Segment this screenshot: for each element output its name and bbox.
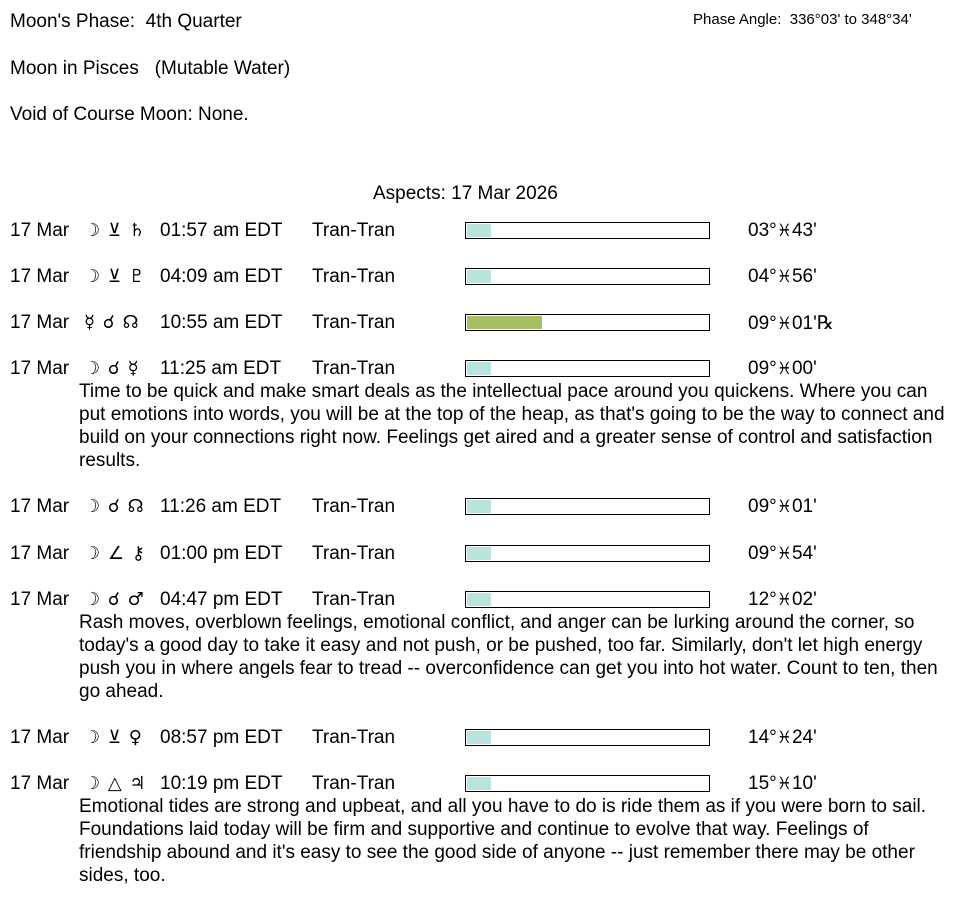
- position-degree: 09°: [748, 543, 777, 564]
- aspect-kind: Tran-Tran: [312, 727, 396, 748]
- position-minute: 10': [791, 773, 817, 794]
- position-minute: 01': [791, 313, 817, 334]
- aspect-glyphs: ☽ ⊻ ♀: [84, 727, 143, 748]
- strength-fill: [467, 362, 491, 375]
- strength-bar: [465, 268, 710, 285]
- aspect-time: 10:19 pm EDT: [160, 773, 283, 794]
- strength-fill: [467, 500, 491, 513]
- aspect-position: [748, 358, 817, 380]
- pisces-icon: ♓: [776, 497, 792, 517]
- aspect-time: 04:47 pm EDT: [160, 589, 283, 610]
- aspect-date: 17 Mar: [10, 220, 70, 241]
- aspect-time: 10:55 am EDT: [160, 312, 283, 333]
- strength-bar: [465, 775, 710, 792]
- aspect-position: [748, 773, 817, 795]
- position-minute: 56': [791, 266, 817, 287]
- strength-bar: [465, 498, 710, 515]
- aspect-glyphs: ☽ ☌ ☿: [84, 358, 140, 379]
- pisces-icon: ♓: [776, 728, 792, 748]
- strength-fill: [467, 777, 491, 790]
- aspect-kind: Tran-Tran: [312, 773, 396, 794]
- position-degree: 03°: [748, 220, 777, 241]
- aspect-kind: Tran-Tran: [312, 312, 396, 333]
- void-of-course: Void of Course Moon: None.: [10, 104, 249, 125]
- position-degree: 09°: [748, 358, 777, 379]
- aspect-row: [0, 266, 968, 290]
- pisces-icon: ♓: [776, 774, 792, 794]
- strength-bar: [465, 222, 710, 239]
- aspect-time: 11:26 am EDT: [160, 496, 282, 517]
- aspect-date: 17 Mar: [10, 358, 70, 379]
- pisces-icon: ♓: [776, 590, 792, 610]
- position-degree: 12°: [748, 589, 777, 610]
- aspect-time: 04:09 am EDT: [160, 266, 283, 287]
- aspect-description: Time to be quick and make smart deals as the intellectual pace around you quickens. Where you can put emotions into words, you will be at the top of the heap, as that's going to be the way to connect and build on your connections right now. Feelings get aired and a greater sense of control and satisfaction results.: [79, 381, 945, 471]
- aspect-position: [748, 543, 817, 565]
- aspect-row: [0, 358, 968, 382]
- aspect-glyphs: ☽ ⊻ ♇: [84, 266, 146, 287]
- position-degree: 14°: [748, 727, 777, 748]
- aspect-row: [0, 727, 968, 751]
- aspect-kind: Tran-Tran: [312, 266, 396, 287]
- aspect-row: [0, 312, 968, 336]
- position-degree: 04°: [748, 266, 777, 287]
- aspect-kind: Tran-Tran: [312, 496, 396, 517]
- aspect-row: [0, 543, 968, 567]
- aspect-kind: Tran-Tran: [312, 543, 396, 564]
- moon-phase: Moon's Phase: 4th Quarter: [10, 11, 242, 32]
- pisces-icon: ♓: [776, 267, 792, 287]
- aspect-position: [748, 727, 817, 749]
- aspect-glyphs: ☽ ☌ ☊: [84, 496, 145, 517]
- strength-bar: [465, 314, 710, 331]
- strength-fill: [467, 731, 491, 744]
- strength-fill: [467, 270, 491, 283]
- strength-bar: [465, 360, 710, 377]
- position-degree: 09°: [748, 496, 777, 517]
- position-degree: 15°: [748, 773, 777, 794]
- aspect-row: [0, 773, 968, 797]
- aspect-row: [0, 589, 968, 613]
- aspect-position: [748, 589, 817, 611]
- aspect-kind: Tran-Tran: [312, 358, 396, 379]
- strength-bar: [465, 591, 710, 608]
- strength-bar: [465, 729, 710, 746]
- aspects-title: Aspects: 17 Mar 2026: [373, 183, 558, 204]
- position-degree: 09°: [748, 313, 777, 334]
- aspect-position: [748, 496, 817, 518]
- moon-sign: Moon in Pisces (Mutable Water): [10, 58, 291, 79]
- strength-fill: [467, 593, 491, 606]
- aspect-glyphs: ☿ ☌ ☊: [84, 312, 140, 333]
- aspect-description: Rash moves, overblown feelings, emotional conflict, and anger can be lurking around the corner, so today's a good day to take it easy and not push, or be pushed, too far. Similarly, don't let high energy push you in where angels fear to tread -- overconfidence can get you into hot water. Count to ten, then go ahead.: [79, 612, 938, 702]
- aspect-kind: Tran-Tran: [312, 220, 396, 241]
- phase-angle: Phase Angle: 336°03' to 348°34': [693, 11, 912, 28]
- aspect-date: 17 Mar: [10, 773, 70, 794]
- aspect-position: [748, 220, 817, 242]
- pisces-icon: ♓: [776, 359, 792, 379]
- aspect-date: 17 Mar: [10, 727, 70, 748]
- aspect-position: [748, 266, 817, 288]
- position-minute: 00': [791, 358, 817, 379]
- aspect-date: 17 Mar: [10, 543, 70, 564]
- aspect-row: [0, 496, 968, 520]
- position-minute: 02': [791, 589, 817, 610]
- aspect-glyphs: ☽ ☌ ♂: [84, 589, 145, 610]
- position-minute: 01': [791, 496, 817, 517]
- pisces-icon: ♓: [776, 221, 792, 241]
- strength-fill: [467, 316, 542, 329]
- aspect-glyphs: ☽ ∠ ⚷: [84, 543, 146, 564]
- aspect-glyphs: ☽ ⊻ ♄: [84, 220, 146, 241]
- aspect-kind: Tran-Tran: [312, 589, 396, 610]
- aspect-time: 01:00 pm EDT: [160, 543, 283, 564]
- pisces-icon: ♓: [776, 544, 792, 564]
- aspect-date: 17 Mar: [10, 589, 70, 610]
- strength-fill: [467, 224, 491, 237]
- position-minute: 43': [791, 220, 817, 241]
- aspect-date: 17 Mar: [10, 312, 70, 333]
- position-minute: 54': [791, 543, 817, 564]
- aspect-date: 17 Mar: [10, 266, 70, 287]
- retrograde-icon: ℞: [816, 313, 834, 334]
- aspect-position: [748, 312, 834, 335]
- aspect-row: [0, 220, 968, 244]
- strength-bar: [465, 545, 710, 562]
- aspect-date: 17 Mar: [10, 496, 70, 517]
- strength-fill: [467, 547, 491, 560]
- aspect-time: 08:57 pm EDT: [160, 727, 283, 748]
- pisces-icon: ♓: [776, 314, 792, 334]
- position-minute: 24': [791, 727, 817, 748]
- aspect-description: Emotional tides are strong and upbeat, and all you have to do is ride them as if you were born to sail. Foundations laid today will be firm and supportive and continue to evolve that way. Feelings of friendship abound and it's easy to see the good side of anyone -- just remember there may be other sides, too.: [79, 796, 927, 886]
- aspect-time: 01:57 am EDT: [160, 220, 283, 241]
- aspect-glyphs: ☽ △ ♃: [84, 773, 147, 794]
- aspect-time: 11:25 am EDT: [160, 358, 282, 379]
